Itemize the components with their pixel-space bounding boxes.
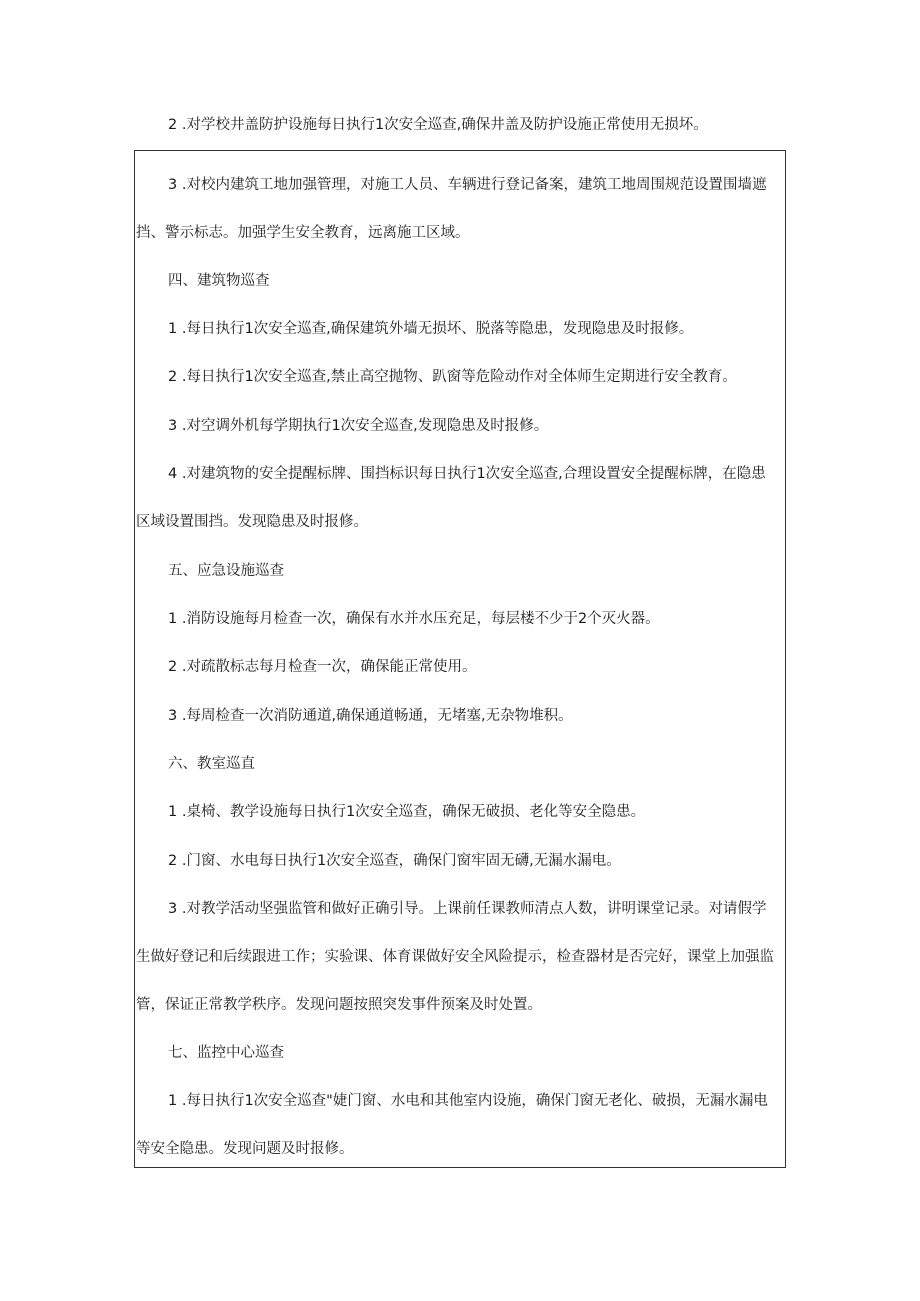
paragraph-line: 挡、警示标志。加强学生安全教育，远离施工区域。 xyxy=(136,225,470,241)
paragraph-line: 等安全隐患。发现问题及时报修。 xyxy=(136,1141,354,1157)
section-heading: 五、应急设施巡查 xyxy=(168,563,284,579)
paragraph-line: 1 .桌椅、教学设施每日执行1次安全巡查，确保无破损、老化等安全隐患。 xyxy=(168,804,646,820)
paragraph-line: 2 .每日执行1次安全巡查,禁止高空抛物、趴窗等危险动作对全体师生定期进行安全教育。 xyxy=(168,369,737,385)
paragraph-line: 区域设置围挡。发现隐患及时报修。 xyxy=(136,514,368,530)
section-heading: 六、教室巡直 xyxy=(168,756,255,772)
paragraph-line: 3 .对空调外机每学期执行1次安全巡查,发现隐患及时报修。 xyxy=(168,418,549,434)
paragraph-line: 4 .对建筑物的安全提醒标牌、围挡标识每日执行1次安全巡查,合理设置安全提醒标牌，在隐患 xyxy=(168,466,766,482)
paragraph-line: 1 .消防设施每月检查一次，确保有水并水压充足，每层楼不少于2个灭火器。 xyxy=(168,611,660,627)
section-heading: 四、建筑物巡查 xyxy=(168,273,270,289)
paragraph-line: 3 .对教学活动坚强监管和做好正确引导。上课前任课教师清点人数，讲明课堂记录。对请假学 xyxy=(168,901,767,917)
paragraph-line: 3 .每周检查一次消防通道,确保通道畅通，无堵塞,无杂物堆积。 xyxy=(168,708,573,724)
section-heading: 七、监控中心巡查 xyxy=(168,1045,284,1061)
paragraph-line: 1 .每日执行1次安全巡查,确保建筑外墙无损坏、脱落等隐患，发现隐患及时报修。 xyxy=(168,321,694,337)
top-item: 2 .对学校井盖防护设施每日执行1次安全巡查,确保井盖及防护设施正常使用无损坏。 xyxy=(168,117,708,133)
paragraph-line: 2 .门窗、水电每日执行1次安全巡查，确保门窗牢固无礴,无漏水漏电。 xyxy=(168,853,621,869)
paragraph-line: 生做好登记和后续跟进工作；实验课、体育课做好安全风险提示，检查器材是否完好，课堂上加强监 xyxy=(136,949,774,965)
paragraph-line: 3 .对校内建筑工地加强管理，对施工人员、车辆进行登记备案，建筑工地周围规范设置围墙遮 xyxy=(168,177,767,193)
paragraph-line: 2 .对疏散标志每月检查一次，确保能正常使用。 xyxy=(168,659,477,675)
paragraph-line: 1 .每日执行1次安全巡查"婕门窗、水电和其他室内设施，确保门窗无老化、破损，无漏水漏电 xyxy=(168,1093,768,1109)
paragraph-line: 管，保证正常教学秩序。发现问题按照突发事件预案及时处置。 xyxy=(136,997,542,1013)
